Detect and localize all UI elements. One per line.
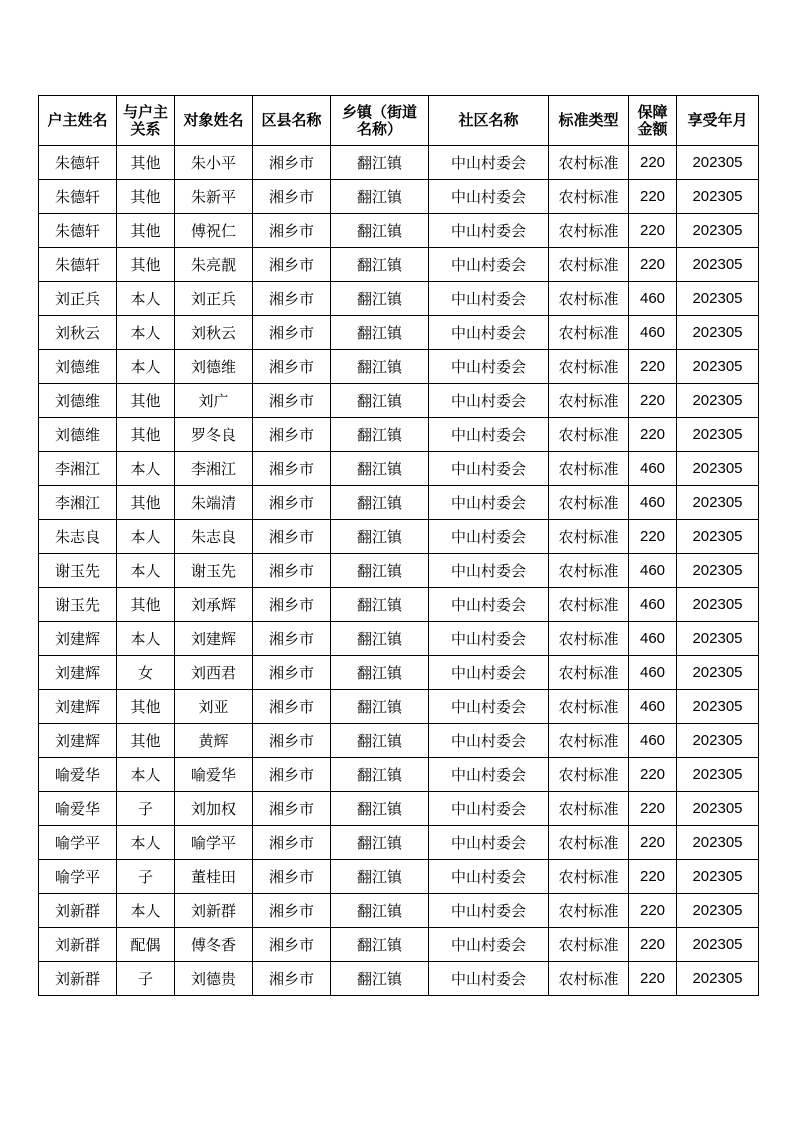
household-head-cell: 喻学平	[39, 826, 117, 860]
amount-cell: 220	[629, 826, 677, 860]
community-cell: 中山村委会	[429, 894, 549, 928]
table-row	[39, 962, 759, 996]
standard-type-cell: 农村标准	[549, 418, 629, 452]
township-cell: 翻江镇	[331, 724, 429, 758]
recipient-name-cell: 刘西君	[175, 656, 253, 690]
standard-type-cell: 农村标准	[549, 180, 629, 214]
amount-cell: 220	[629, 928, 677, 962]
amount-cell: 460	[629, 452, 677, 486]
header-amount: 保障金额	[629, 96, 677, 146]
header-community: 社区名称	[429, 96, 549, 146]
table-row	[39, 282, 759, 316]
county-cell: 湘乡市	[253, 724, 331, 758]
month-cell: 202305	[677, 690, 759, 724]
county-cell: 湘乡市	[253, 894, 331, 928]
community-cell: 中山村委会	[429, 418, 549, 452]
table-row	[39, 316, 759, 350]
amount-cell: 460	[629, 282, 677, 316]
amount-cell: 220	[629, 384, 677, 418]
county-cell: 湘乡市	[253, 588, 331, 622]
header-month: 享受年月	[677, 96, 759, 146]
relation-cell: 配偶	[117, 928, 175, 962]
amount-cell: 460	[629, 724, 677, 758]
community-cell: 中山村委会	[429, 928, 549, 962]
community-cell: 中山村委会	[429, 860, 549, 894]
county-cell: 湘乡市	[253, 452, 331, 486]
recipient-name-cell: 罗冬良	[175, 418, 253, 452]
recipient-name-cell: 谢玉先	[175, 554, 253, 588]
amount-cell: 220	[629, 962, 677, 996]
table-row	[39, 418, 759, 452]
household-head-cell: 朱德轩	[39, 214, 117, 248]
amount-cell: 460	[629, 554, 677, 588]
standard-type-cell: 农村标准	[549, 826, 629, 860]
standard-type-cell: 农村标准	[549, 520, 629, 554]
community-cell: 中山村委会	[429, 588, 549, 622]
standard-type-cell: 农村标准	[549, 248, 629, 282]
relation-cell: 本人	[117, 350, 175, 384]
month-cell: 202305	[677, 894, 759, 928]
township-cell: 翻江镇	[331, 180, 429, 214]
header-township: 乡镇（街道名称）	[331, 96, 429, 146]
month-cell: 202305	[677, 588, 759, 622]
recipient-name-cell: 喻学平	[175, 826, 253, 860]
household-head-cell: 刘正兵	[39, 282, 117, 316]
household-head-cell: 刘建辉	[39, 690, 117, 724]
township-cell: 翻江镇	[331, 350, 429, 384]
township-cell: 翻江镇	[331, 248, 429, 282]
county-cell: 湘乡市	[253, 384, 331, 418]
header-relation: 与户主关系	[117, 96, 175, 146]
community-cell: 中山村委会	[429, 962, 549, 996]
relation-cell: 其他	[117, 588, 175, 622]
standard-type-cell: 农村标准	[549, 384, 629, 418]
community-cell: 中山村委会	[429, 146, 549, 180]
household-head-cell: 刘建辉	[39, 724, 117, 758]
standard-type-cell: 农村标准	[549, 622, 629, 656]
header-recipient-name: 对象姓名	[175, 96, 253, 146]
community-cell: 中山村委会	[429, 656, 549, 690]
standard-type-cell: 农村标准	[549, 316, 629, 350]
community-cell: 中山村委会	[429, 520, 549, 554]
community-cell: 中山村委会	[429, 622, 549, 656]
month-cell: 202305	[677, 350, 759, 384]
standard-type-cell: 农村标准	[549, 894, 629, 928]
table-row	[39, 622, 759, 656]
amount-cell: 220	[629, 350, 677, 384]
relation-cell: 本人	[117, 826, 175, 860]
amount-cell: 220	[629, 758, 677, 792]
relation-cell: 本人	[117, 894, 175, 928]
household-head-cell: 刘德维	[39, 418, 117, 452]
county-cell: 湘乡市	[253, 486, 331, 520]
table-row	[39, 146, 759, 180]
standard-type-cell: 农村标准	[549, 350, 629, 384]
month-cell: 202305	[677, 962, 759, 996]
amount-cell: 460	[629, 316, 677, 350]
standard-type-cell: 农村标准	[549, 724, 629, 758]
month-cell: 202305	[677, 180, 759, 214]
relation-cell: 本人	[117, 316, 175, 350]
community-cell: 中山村委会	[429, 452, 549, 486]
recipient-name-cell: 刘正兵	[175, 282, 253, 316]
month-cell: 202305	[677, 520, 759, 554]
township-cell: 翻江镇	[331, 758, 429, 792]
county-cell: 湘乡市	[253, 622, 331, 656]
table-row	[39, 214, 759, 248]
township-cell: 翻江镇	[331, 690, 429, 724]
township-cell: 翻江镇	[331, 486, 429, 520]
relation-cell: 其他	[117, 724, 175, 758]
relation-cell: 子	[117, 860, 175, 894]
relation-cell: 子	[117, 792, 175, 826]
standard-type-cell: 农村标准	[549, 656, 629, 690]
standard-type-cell: 农村标准	[549, 962, 629, 996]
amount-cell: 460	[629, 588, 677, 622]
county-cell: 湘乡市	[253, 282, 331, 316]
county-cell: 湘乡市	[253, 554, 331, 588]
county-cell: 湘乡市	[253, 316, 331, 350]
county-cell: 湘乡市	[253, 758, 331, 792]
county-cell: 湘乡市	[253, 792, 331, 826]
recipient-name-cell: 刘加权	[175, 792, 253, 826]
table-row	[39, 248, 759, 282]
township-cell: 翻江镇	[331, 214, 429, 248]
relation-cell: 其他	[117, 418, 175, 452]
table-row	[39, 860, 759, 894]
table-row	[39, 724, 759, 758]
household-head-cell: 喻学平	[39, 860, 117, 894]
header-row	[39, 96, 759, 146]
amount-cell: 460	[629, 622, 677, 656]
amount-cell: 220	[629, 860, 677, 894]
community-cell: 中山村委会	[429, 350, 549, 384]
relation-cell: 子	[117, 962, 175, 996]
household-head-cell: 朱德轩	[39, 180, 117, 214]
standard-type-cell: 农村标准	[549, 282, 629, 316]
county-cell: 湘乡市	[253, 928, 331, 962]
township-cell: 翻江镇	[331, 792, 429, 826]
household-head-cell: 朱志良	[39, 520, 117, 554]
household-head-cell: 李湘江	[39, 452, 117, 486]
month-cell: 202305	[677, 146, 759, 180]
month-cell: 202305	[677, 622, 759, 656]
household-head-cell: 刘新群	[39, 928, 117, 962]
recipient-name-cell: 傅冬香	[175, 928, 253, 962]
household-head-cell: 刘新群	[39, 894, 117, 928]
month-cell: 202305	[677, 554, 759, 588]
table-row	[39, 520, 759, 554]
table-row	[39, 452, 759, 486]
community-cell: 中山村委会	[429, 486, 549, 520]
header-county: 区县名称	[253, 96, 331, 146]
household-head-cell: 喻爱华	[39, 758, 117, 792]
standard-type-cell: 农村标准	[549, 486, 629, 520]
amount-cell: 220	[629, 180, 677, 214]
recipient-name-cell: 喻爱华	[175, 758, 253, 792]
household-head-cell: 刘德维	[39, 350, 117, 384]
relation-cell: 其他	[117, 146, 175, 180]
county-cell: 湘乡市	[253, 826, 331, 860]
county-cell: 湘乡市	[253, 146, 331, 180]
community-cell: 中山村委会	[429, 758, 549, 792]
relation-cell: 女	[117, 656, 175, 690]
household-head-cell: 刘建辉	[39, 656, 117, 690]
recipient-name-cell: 朱小平	[175, 146, 253, 180]
header-standard-type: 标准类型	[549, 96, 629, 146]
household-head-cell: 刘建辉	[39, 622, 117, 656]
relation-cell: 其他	[117, 214, 175, 248]
relation-cell: 其他	[117, 384, 175, 418]
standard-type-cell: 农村标准	[549, 452, 629, 486]
community-cell: 中山村委会	[429, 690, 549, 724]
recipient-name-cell: 刘新群	[175, 894, 253, 928]
standard-type-cell: 农村标准	[549, 792, 629, 826]
county-cell: 湘乡市	[253, 962, 331, 996]
beneficiary-table	[38, 95, 759, 996]
table-row	[39, 928, 759, 962]
township-cell: 翻江镇	[331, 384, 429, 418]
recipient-name-cell: 刘亚	[175, 690, 253, 724]
community-cell: 中山村委会	[429, 282, 549, 316]
township-cell: 翻江镇	[331, 146, 429, 180]
month-cell: 202305	[677, 384, 759, 418]
table-row	[39, 758, 759, 792]
table-row	[39, 350, 759, 384]
table-row	[39, 656, 759, 690]
township-cell: 翻江镇	[331, 282, 429, 316]
month-cell: 202305	[677, 486, 759, 520]
community-cell: 中山村委会	[429, 724, 549, 758]
relation-cell: 本人	[117, 520, 175, 554]
amount-cell: 220	[629, 418, 677, 452]
township-cell: 翻江镇	[331, 860, 429, 894]
township-cell: 翻江镇	[331, 520, 429, 554]
month-cell: 202305	[677, 316, 759, 350]
month-cell: 202305	[677, 724, 759, 758]
month-cell: 202305	[677, 452, 759, 486]
amount-cell: 460	[629, 690, 677, 724]
standard-type-cell: 农村标准	[549, 588, 629, 622]
household-head-cell: 谢玉先	[39, 588, 117, 622]
month-cell: 202305	[677, 758, 759, 792]
household-head-cell: 朱德轩	[39, 248, 117, 282]
amount-cell: 220	[629, 520, 677, 554]
relation-cell: 本人	[117, 282, 175, 316]
recipient-name-cell: 刘建辉	[175, 622, 253, 656]
county-cell: 湘乡市	[253, 248, 331, 282]
recipient-name-cell: 刘德贵	[175, 962, 253, 996]
amount-cell: 220	[629, 146, 677, 180]
amount-cell: 220	[629, 792, 677, 826]
community-cell: 中山村委会	[429, 826, 549, 860]
community-cell: 中山村委会	[429, 316, 549, 350]
table-row	[39, 486, 759, 520]
township-cell: 翻江镇	[331, 622, 429, 656]
household-head-cell: 李湘江	[39, 486, 117, 520]
township-cell: 翻江镇	[331, 656, 429, 690]
county-cell: 湘乡市	[253, 860, 331, 894]
community-cell: 中山村委会	[429, 180, 549, 214]
amount-cell: 460	[629, 486, 677, 520]
community-cell: 中山村委会	[429, 792, 549, 826]
household-head-cell: 刘新群	[39, 962, 117, 996]
relation-cell: 其他	[117, 248, 175, 282]
standard-type-cell: 农村标准	[549, 146, 629, 180]
township-cell: 翻江镇	[331, 826, 429, 860]
community-cell: 中山村委会	[429, 384, 549, 418]
amount-cell: 220	[629, 248, 677, 282]
county-cell: 湘乡市	[253, 180, 331, 214]
table-row	[39, 894, 759, 928]
township-cell: 翻江镇	[331, 894, 429, 928]
recipient-name-cell: 朱新平	[175, 180, 253, 214]
household-head-cell: 喻爱华	[39, 792, 117, 826]
standard-type-cell: 农村标准	[549, 554, 629, 588]
standard-type-cell: 农村标准	[549, 928, 629, 962]
standard-type-cell: 农村标准	[549, 860, 629, 894]
township-cell: 翻江镇	[331, 554, 429, 588]
month-cell: 202305	[677, 928, 759, 962]
relation-cell: 本人	[117, 622, 175, 656]
table-row	[39, 554, 759, 588]
recipient-name-cell: 李湘江	[175, 452, 253, 486]
recipient-name-cell: 刘秋云	[175, 316, 253, 350]
township-cell: 翻江镇	[331, 588, 429, 622]
amount-cell: 220	[629, 894, 677, 928]
amount-cell: 460	[629, 656, 677, 690]
table-row	[39, 588, 759, 622]
township-cell: 翻江镇	[331, 452, 429, 486]
month-cell: 202305	[677, 248, 759, 282]
county-cell: 湘乡市	[253, 520, 331, 554]
recipient-name-cell: 朱志良	[175, 520, 253, 554]
township-cell: 翻江镇	[331, 316, 429, 350]
relation-cell: 本人	[117, 758, 175, 792]
amount-cell: 220	[629, 214, 677, 248]
month-cell: 202305	[677, 282, 759, 316]
recipient-name-cell: 刘德维	[175, 350, 253, 384]
recipient-name-cell: 黄辉	[175, 724, 253, 758]
month-cell: 202305	[677, 214, 759, 248]
header-household-head: 户主姓名	[39, 96, 117, 146]
month-cell: 202305	[677, 656, 759, 690]
relation-cell: 其他	[117, 690, 175, 724]
relation-cell: 其他	[117, 180, 175, 214]
relation-cell: 本人	[117, 554, 175, 588]
community-cell: 中山村委会	[429, 214, 549, 248]
county-cell: 湘乡市	[253, 656, 331, 690]
county-cell: 湘乡市	[253, 214, 331, 248]
table-row	[39, 180, 759, 214]
relation-cell: 其他	[117, 486, 175, 520]
month-cell: 202305	[677, 860, 759, 894]
county-cell: 湘乡市	[253, 418, 331, 452]
table-body	[39, 146, 759, 996]
recipient-name-cell: 朱亮靓	[175, 248, 253, 282]
table-row	[39, 384, 759, 418]
month-cell: 202305	[677, 826, 759, 860]
recipient-name-cell: 傅祝仁	[175, 214, 253, 248]
recipient-name-cell: 刘承辉	[175, 588, 253, 622]
standard-type-cell: 农村标准	[549, 214, 629, 248]
recipient-name-cell: 朱端清	[175, 486, 253, 520]
recipient-name-cell: 刘广	[175, 384, 253, 418]
relation-cell: 本人	[117, 452, 175, 486]
table-row	[39, 826, 759, 860]
standard-type-cell: 农村标准	[549, 690, 629, 724]
household-head-cell: 刘德维	[39, 384, 117, 418]
community-cell: 中山村委会	[429, 248, 549, 282]
household-head-cell: 谢玉先	[39, 554, 117, 588]
township-cell: 翻江镇	[331, 418, 429, 452]
county-cell: 湘乡市	[253, 690, 331, 724]
table-row	[39, 690, 759, 724]
household-head-cell: 朱德轩	[39, 146, 117, 180]
township-cell: 翻江镇	[331, 962, 429, 996]
household-head-cell: 刘秋云	[39, 316, 117, 350]
township-cell: 翻江镇	[331, 928, 429, 962]
table-row	[39, 792, 759, 826]
county-cell: 湘乡市	[253, 350, 331, 384]
community-cell: 中山村委会	[429, 554, 549, 588]
recipient-name-cell: 董桂田	[175, 860, 253, 894]
standard-type-cell: 农村标准	[549, 758, 629, 792]
month-cell: 202305	[677, 792, 759, 826]
month-cell: 202305	[677, 418, 759, 452]
